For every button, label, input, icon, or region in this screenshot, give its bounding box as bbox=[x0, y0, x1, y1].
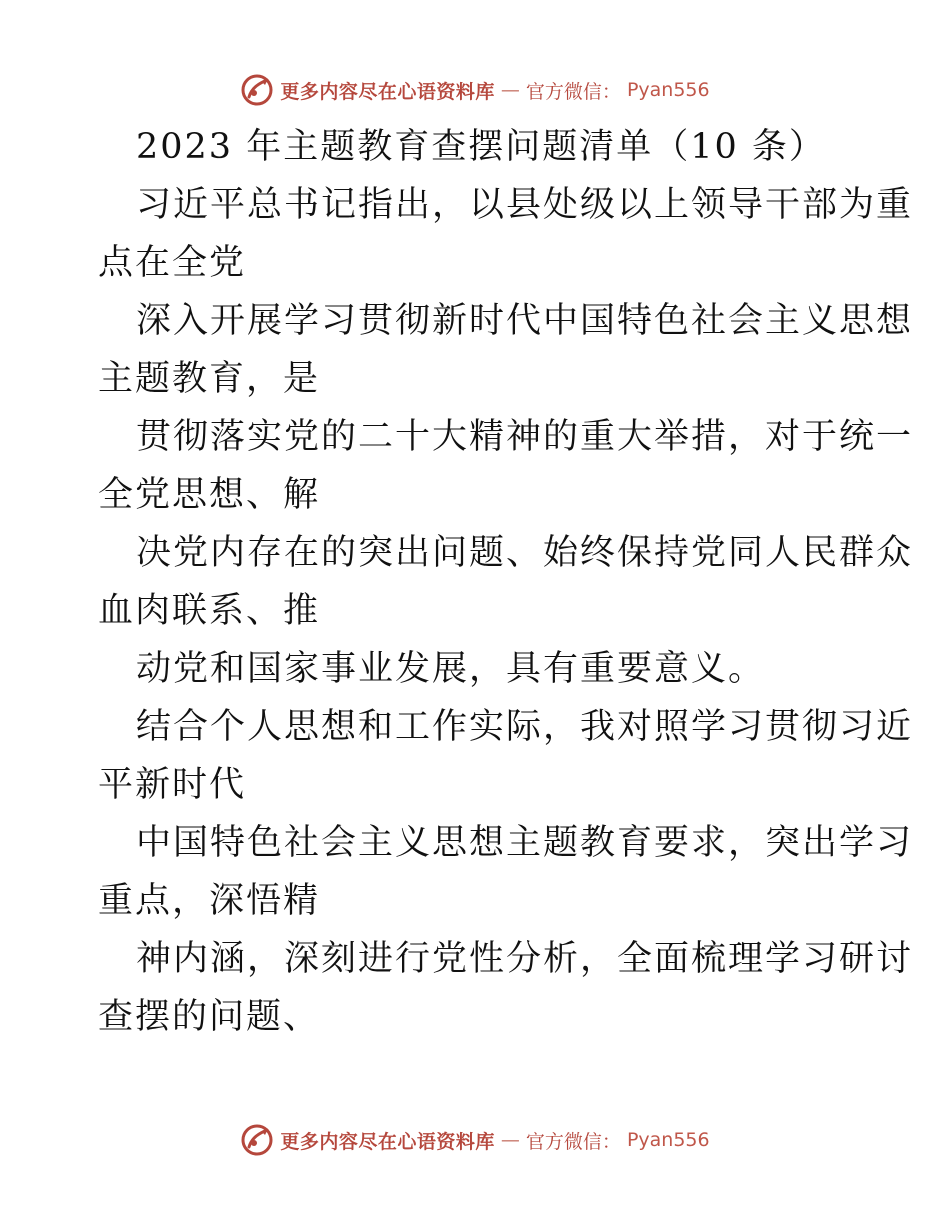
header-watermark bbox=[0, 70, 950, 110]
document-body bbox=[98, 118, 914, 1046]
paragraph-line: 平新时代 bbox=[98, 765, 247, 805]
watermark-official-label: 官方微信： bbox=[525, 1130, 621, 1153]
watermark-official-label: 官方微信： bbox=[525, 80, 621, 103]
document-title: 2023 年主题教育查摆问题清单（10 条） bbox=[136, 127, 826, 167]
paragraph-line: 动党和国家事业发展，具有重要意义。 bbox=[136, 649, 766, 689]
paragraph-line: 重点，深悟精 bbox=[98, 881, 321, 921]
watermark-brand-text: 更多内容尽在心语资料库 bbox=[280, 80, 495, 103]
brand-logo-icon bbox=[240, 1123, 274, 1157]
paragraph-line: 贯彻落实党的二十大精神的重大举措，对于统一 bbox=[136, 417, 914, 457]
watermark-separator: — bbox=[500, 1129, 520, 1151]
paragraph-line: 血肉联系、推 bbox=[98, 591, 321, 631]
watermark-brand-text: 更多内容尽在心语资料库 bbox=[280, 1130, 495, 1153]
footer-watermark bbox=[0, 1120, 950, 1160]
paragraph-line: 决党内存在的突出问题、始终保持党同人民群众 bbox=[136, 533, 914, 573]
watermark-wechat-id: Pyan556 bbox=[626, 79, 710, 101]
watermark-wechat-id: Pyan556 bbox=[626, 1129, 710, 1151]
brand-logo-icon bbox=[240, 73, 274, 107]
paragraph-line: 深入开展学习贯彻新时代中国特色社会主义思想 bbox=[136, 301, 914, 341]
paragraph-line: 点在全党 bbox=[98, 243, 247, 283]
paragraph-line: 习近平总书记指出，以县处级以上领导干部为重 bbox=[136, 185, 914, 225]
paragraph-line: 全党思想、解 bbox=[98, 475, 321, 515]
paragraph-line: 中国特色社会主义思想主题教育要求，突出学习 bbox=[136, 823, 914, 863]
paragraph-line: 神内涵，深刻进行党性分析，全面梳理学习研讨 bbox=[136, 939, 914, 979]
paragraph-line: 结合个人思想和工作实际，我对照学习贯彻习近 bbox=[136, 707, 914, 747]
paragraph-line: 查摆的问题、 bbox=[98, 997, 321, 1037]
paragraph-line: 主题教育，是 bbox=[98, 359, 321, 399]
watermark-separator: — bbox=[500, 79, 520, 101]
